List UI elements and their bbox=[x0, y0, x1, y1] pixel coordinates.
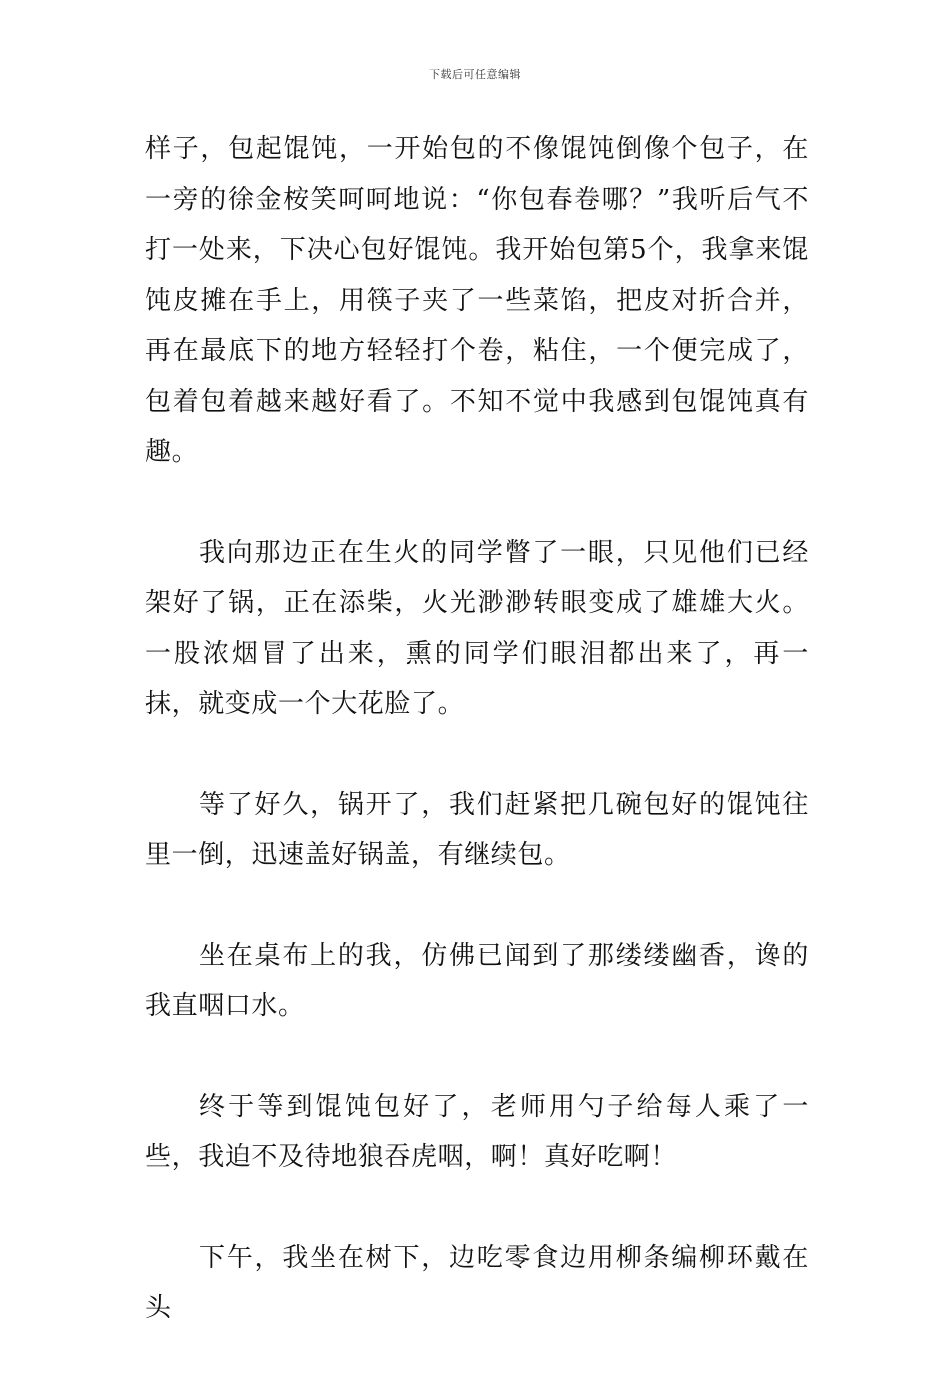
document-body bbox=[145, 124, 809, 1384]
page-header: 下载后可任意编辑 bbox=[429, 68, 521, 81]
paragraph: 下午，我坐在树下，边吃零食边用柳条编柳环戴在头 bbox=[145, 1242, 809, 1323]
paragraph: 坐在桌布上的我，仿佛已闻到了那缕缕幽香，谗的我直咽口水。 bbox=[145, 940, 809, 1021]
paragraph: 我向那边正在生火的同学瞥了一眼，只见他们已经架好了锅，正在添柴，火光渺渺转眼变成了雄雄大火。一股浓烟冒了出来，熏的同学们眼泪都出来了，再一抹，就变成一个大花脸了。 bbox=[145, 537, 809, 719]
paragraph: 终于等到馄饨包好了，老师用勺子给每人乘了一些，我迫不及待地狼吞虎咽，啊！真好吃啊！ bbox=[145, 1091, 809, 1172]
paragraph: 等了好久，锅开了，我们赶紧把几碗包好的馄饨往里一倒，迅速盖好锅盖，有继续包。 bbox=[145, 789, 809, 870]
paragraph: 样子，包起馄饨，一开始包的不像馄饨倒像个包子，在一旁的徐金桉笑呵呵地说：“你包春卷哪？”我听后气不打一处来，下决心包好馄饨。我开始包第5个，我拿来馄饨皮摊在手上，用筷子夹了一些菜馅，把皮对折合并，再在最底下的地方轻轻打个卷，粘住，一个便完成了，包着包着越来越好看了。不知不觉中我感到包馄饨真有趣。 bbox=[145, 134, 809, 467]
